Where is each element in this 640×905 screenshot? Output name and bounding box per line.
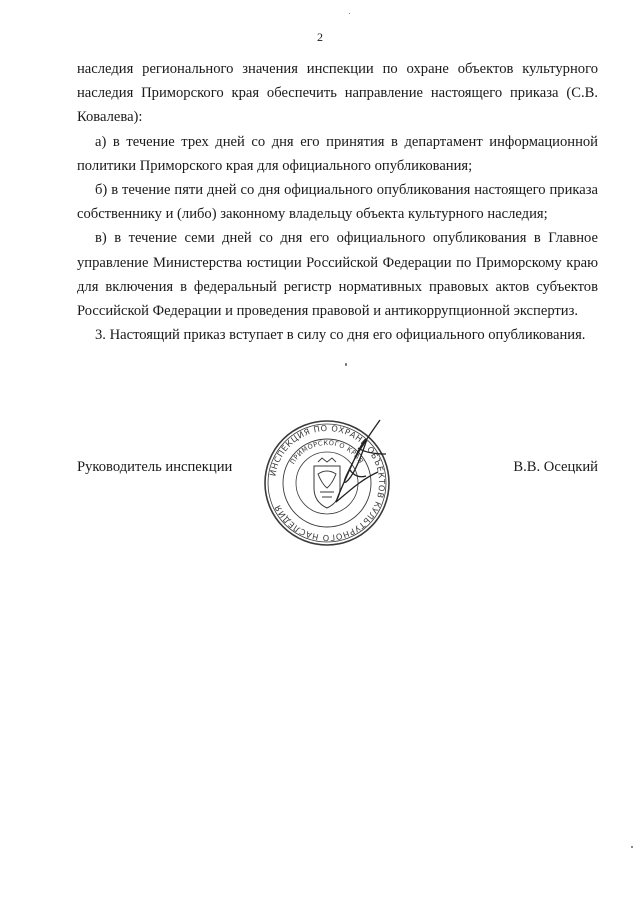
seal-inner-ring [296,452,358,514]
paragraph-item-b: б) в течение пяти дней со дня официального опубликования настоящего приказа собственнику и (либо) законному владельцу объекта культурного наследия; [77,182,598,223]
scan-speck [631,846,633,848]
scan-speck [345,363,347,366]
paragraph-item-3: 3. Настоящий приказ вступает в силу со дня его официального опубликования. [95,327,586,344]
position-title: Руководитель инспекции [77,459,233,475]
paragraph-item-c: в) в течение семи дней со дня его официального опубликования в Главное управление Министерства юстиции Российской Федерации по Приморскому краю для включения в федеральный регистр нормативных правовых актов субъектов Российской Федерации и проведения правовой и антикоррупционной экспертиз. [77,230,598,320]
paragraph-continuation: наследия регионального значения инспекции по охране объектов культурного наследия Приморского края обеспечить направление настоящего приказа (С.В. Ковалева): [77,61,598,126]
body-text [77,57,598,347]
scan-speck [349,13,350,14]
paragraph-item-a: а) в течение трех дней со дня его принятия в департамент информационной политики Приморского края для официального опубликования; [77,133,598,174]
official-seal-stamp [262,418,392,548]
seal-outer-text: ИНСПЕКЦИЯ ПО ОХРАНЕ ОБЪЕКТОВ КУЛЬТУРНОГО НАСЛЕДИЯ [267,422,388,544]
seal-inner-text: ПРИМОРСКОГО КРАЯ [288,438,366,466]
page-number: 2 [317,30,323,44]
signer-name: В.В. Осецкий [513,459,598,475]
